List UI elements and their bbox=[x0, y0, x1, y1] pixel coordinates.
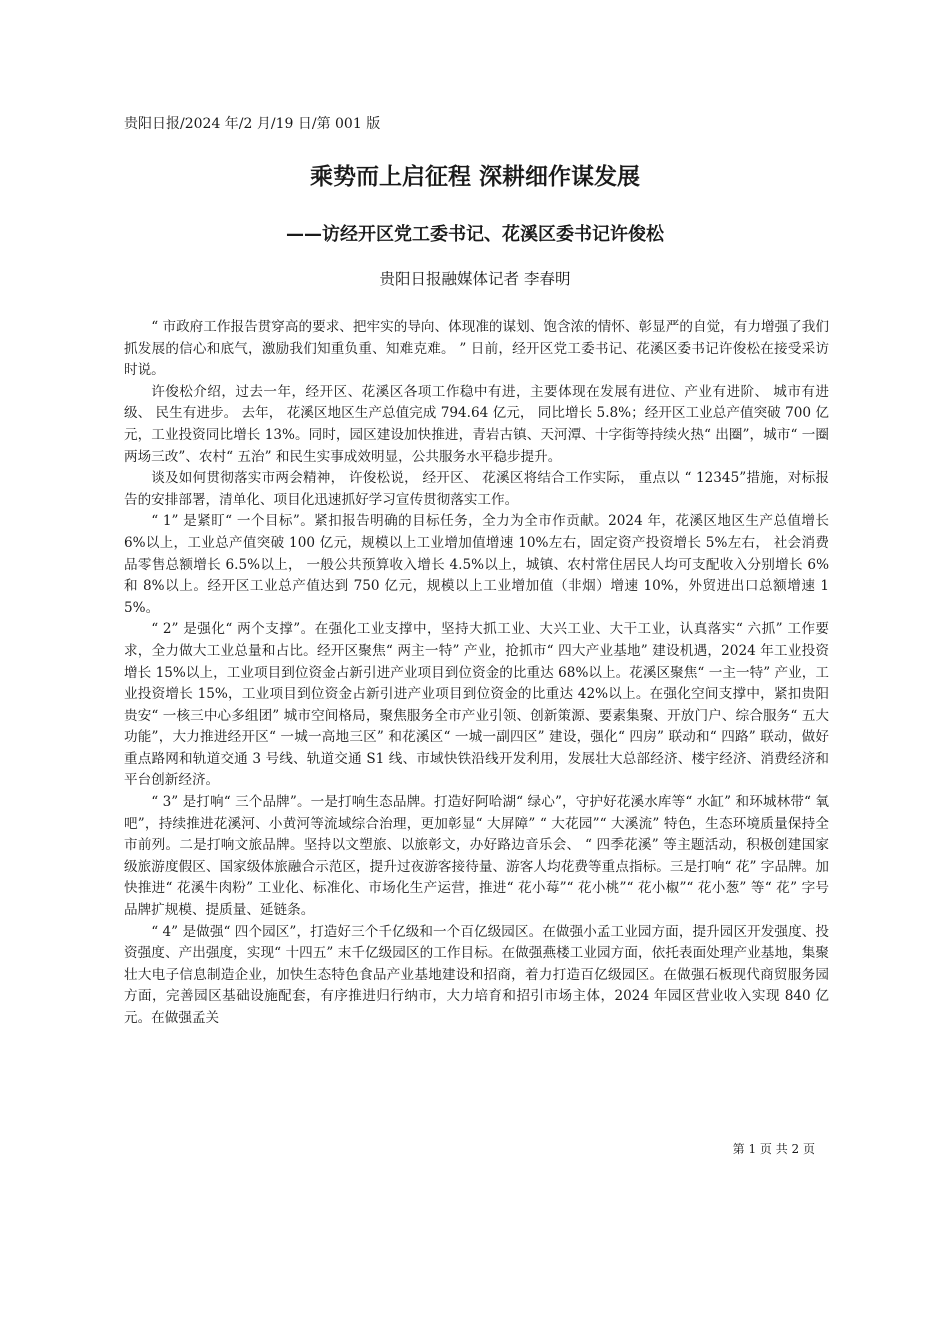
paragraph: “ 2” 是强化“ 两个支撑”。在强化工业支撑中，坚持大抓工业、大兴工业、大干工业，认真落实“ 六抓” 工作要求，全力做大工业总量和占比。经开区聚焦“ 两主一特” 产业，抢抓市“ 四大产业基地” 建设机遇，2024 年工业投资增长 15%以上，工业项目到位资金占新引进产业项目到位资金的比重达 68%以上。花溪区聚焦“ 一主一特” 产业，工业投资增长 15%，工业项目到位资金占新引进产业项目到位资金的比重达 42%以上。在强化空间支撑中，紧扣贵阳贵安“ 一核三中心多组团” 城市空间格局，聚焦服务全市产业引领、创新策源、要素集聚、开放门户、综合服务“ 五大功能”，大力推进经开区“ 一城一高地三区” 和花溪区“ 一城一副四区” 建设，强化“ 四房” 联动和“ 四路” 联动，做好重点路网和轨道交通 3 号线、轨道交通 S1 线、市域快铁沿线开发利用，发展壮大总部经济、楼宇经济、消费经济和平台创新经济。 bbox=[124, 621, 829, 789]
article-subtitle: ——访经开区党工委书记、花溪区委书记许俊松 bbox=[286, 224, 664, 245]
source-line: 贵阳日报/2024 年/2 月/19 日/第 001 版 bbox=[124, 116, 381, 132]
paragraph: “ 3” 是打响“ 三个品牌”。一是打响生态品牌。打造好阿哈湖“ 绿心”，守护好花溪水库等“ 水缸” 和环城林带“ 氧吧”，持续推进花溪河、小黄河等流域综合治理，更加彰显“ 大屏障” “ 大花园”“ 大溪流” 特色，生态环境质量保持全市前列。二是打响文旅品牌。坚持以文塑旅、以旅彰文，办好路边音乐会、 “ 四季花溪” 等主题活动，积极创建国家级旅游度假区、国家级体旅融合示范区，提升过夜游客接待量、游客人均花费等重点指标。三是打响“ 花” 字品牌。加快推进“ 花溪牛肉粉” 工业化、标准化、市场化生产运营，推进“ 花小莓”“ 花小桃”“ 花小椒”“ 花小葱” 等“ 花” 字号品牌扩规模、提质量、延链条。 bbox=[124, 794, 829, 919]
paragraph: 谈及如何贯彻落实市两会精神， 许俊松说， 经开区、 花溪区将结合工作实际， 重点以 “ 12345”措施，对标报告的安排部署，清单化、项目化迅速抓好学习宣传贯彻落实工作。 bbox=[124, 470, 829, 508]
page-number: 第 1 页 共 2 页 bbox=[732, 1142, 815, 1156]
article-body bbox=[124, 317, 829, 1030]
paragraph: “ 市政府工作报告贯穿高的要求、把牢实的导向、体现准的谋划、饱含浓的情怀、彰显严的自觉，有力增强了我们抓发展的信心和底气，激励我们知重负重、知难克难。 ” 日前，经开区党工委书记、花溪区委书记许俊松在接受采访时说。 bbox=[124, 319, 829, 379]
article-title: 乘势而上启征程 深耕细作谋发展 bbox=[309, 164, 640, 190]
paragraph: 许俊松介绍，过去一年，经开区、花溪区各项工作稳中有进，主要体现在发展有进位、产业有进阶、 城市有进级、 民生有进步。 去年， 花溪区地区生产总值完成 794.64 亿元， 同比增长 5.8%；经开区工业总产值突破 700 亿元，工业投资同比增长 13%。同时，园区建设加快推进，青岩古镇、天河潭、十字街等持续火热“ 出圈”，城市“ 一圈两场三改”、农村“ 五治” 和民生实事成效明显，公共服务水平稳步提升。 bbox=[124, 383, 829, 465]
byline: 贵阳日报融媒体记者 李春明 bbox=[379, 270, 571, 288]
paragraph: “ 1” 是紧盯“ 一个目标”。紧扣报告明确的目标任务，全力为全市作贡献。2024 年，花溪区地区生产总值增长 6%以上，工业总产值突破 100 亿元，规模以上工业增加值增速 10%左右，固定资产投资增长 5%左右， 社会消费品零售总额增长 6.5%以上， 一般公共预算收入增长 4.5%以上，城镇、农村常住居民人均可支配收入分别增长 6%和 8%以上。经开区工业总产值达到 750 亿元，规模以上工业增加值（非烟）增速 10%，外贸进出口总额增速 15%。 bbox=[124, 513, 829, 616]
paragraph: “ 4” 是做强“ 四个园区”，打造好三个千亿级和一个百亿级园区。在做强小孟工业园方面，提升园区开发强度、投资强度、产出强度，实现“ 十四五” 末千亿级园区的工作目标。在做强燕楼工业园方面，依托表面处理产业基地，集聚壮大电子信息制造企业，加快生态特色食品产业基地建设和招商，着力打造百亿级园区。在做强石板现代商贸服务园方面，完善园区基础设施配套，有序推进归行纳市，大力培育和招引市场主体，2024 年园区营业收入实现 840 亿元。在做强孟关 bbox=[124, 923, 829, 1026]
